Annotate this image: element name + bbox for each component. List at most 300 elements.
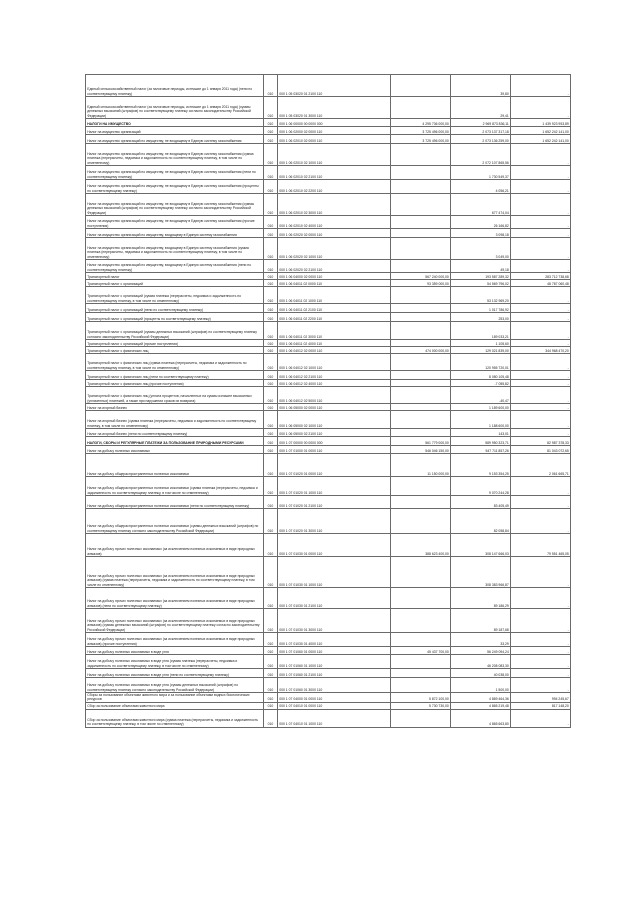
row-name: Налог на игорный бизнес (сумма платежа (перерасчеты, недоимка и задолженность по соответствующему платежу, в том числе по отмененному) (86, 411, 264, 429)
row-executed: 83 405,49 (451, 496, 511, 509)
row-code: 010 (264, 180, 278, 194)
row-unexecuted: - (511, 371, 571, 380)
row-unexecuted: - (511, 194, 571, 216)
row-unexecuted: 283 712 738,68 (511, 273, 571, 280)
row-kbk: 000 1 06 02000 02 0000 110 (278, 127, 391, 135)
row-plan (391, 144, 451, 166)
row-kbk: 000 1 06 05000 02 2100 110 (278, 429, 391, 437)
row-unexecuted: - (511, 669, 571, 678)
row-name: НАЛОГИ НА ИМУЩЕСТВО (86, 119, 264, 127)
row-code: 010 (264, 404, 278, 411)
row-name: Транспортный налог (86, 273, 264, 280)
row-code: 010 (264, 280, 278, 287)
row-name: Сбор за пользование объектами животного мира (86, 702, 264, 709)
row-name: Налог на добычу полезных ископаемых в виде угля (86, 647, 264, 655)
row-kbk: 000 1 06 02010 02 1000 110 (278, 144, 391, 166)
row-plan (391, 260, 451, 273)
row-plan (391, 313, 451, 322)
row-kbk: 000 1 06 04011 02 3000 110 (278, 322, 391, 340)
row-code: 010 (264, 97, 278, 119)
table-row (86, 557, 571, 588)
table-row (86, 216, 571, 229)
row-executed: 2 072 107 865,56 (451, 144, 511, 166)
row-name: Налог на добычу полезных ископаемых в виде угля (пени по соответствующему платежу) (86, 669, 264, 678)
row-code: 010 (264, 702, 278, 709)
row-unexecuted: - (511, 322, 571, 340)
row-plan (391, 404, 451, 411)
row-code: 010 (264, 437, 278, 446)
row-unexecuted: 1 652 242 141,00 (511, 135, 571, 144)
row-executed: 40 038,00 (451, 669, 511, 678)
row-plan (391, 496, 451, 509)
row-name: Налог на имущество организаций по имуществу, не входящему в Единую систему газоснабжения (86, 135, 264, 144)
row-plan (391, 633, 451, 647)
row-kbk: 000 1 06 02010 02 2200 110 (278, 180, 391, 194)
row-unexecuted: 81 043 072,65 (511, 446, 571, 454)
table-row (86, 509, 571, 534)
row-kbk: 000 1 06 04011 02 4000 110 (278, 340, 391, 347)
row-unexecuted: - (511, 509, 571, 534)
row-code: 010 (264, 709, 278, 727)
row-name: Налог на добычу общераспространенных полезных ископаемых (суммы денежных взысканий (штрафов) по соответствующему платежу согласно законодательству Российской Федерации) (86, 509, 264, 534)
row-unexecuted: - (511, 609, 571, 633)
row-unexecuted: 1 439 923 953,89 (511, 119, 571, 127)
row-name: Транспортный налог с организаций (суммы денежных взысканий (штрафов) по соответствующему платежу согласно законодательству Российской Федерации) (86, 322, 264, 340)
row-kbk: 000 1 07 01020 01 1000 110 (278, 477, 391, 496)
row-code: 010 (264, 287, 278, 304)
row-kbk: 000 1 06 02010 02 2100 110 (278, 166, 391, 180)
row-executed: 308 383 966,87 (451, 557, 511, 588)
table-row (86, 693, 571, 703)
row-executed: 677 474,04 (451, 194, 511, 216)
row-kbk: 000 1 07 01060 01 1000 110 (278, 655, 391, 669)
row-unexecuted: 344 968 470,20 (511, 347, 571, 354)
table-row (86, 273, 571, 280)
row-plan (391, 180, 451, 194)
row-plan (391, 216, 451, 229)
row-kbk: 000 1 06 02010 02 4000 110 (278, 216, 391, 229)
table-row (86, 313, 571, 322)
row-plan (391, 354, 451, 371)
row-executed: 56 249 094,24 (451, 647, 511, 655)
row-executed: 33,29 (451, 633, 511, 647)
row-plan (391, 588, 451, 609)
table-row (86, 404, 571, 411)
table-row (86, 371, 571, 380)
row-plan (391, 166, 451, 180)
row-plan (391, 97, 451, 119)
row-kbk: 000 1 07 01030 01 1000 110 (278, 557, 391, 588)
table-row (86, 647, 571, 655)
row-kbk: 000 1 06 02010 02 3000 110 (278, 194, 391, 216)
row-name: Транспортный налог с организаций (прочие поступления) (86, 340, 264, 347)
row-name: Сборы за пользование объектами животного мира и за пользование объектами водных биологических ресурсов (86, 693, 264, 703)
row-unexecuted: 48 787 060,48 (511, 280, 571, 287)
row-name: Налог на имущество организаций по имуществу, входящему в Единую систему газоснабжения (сумма платежа (перерасчеты, недоимка и задолженность по соответствующему платежу, в том числе по отмененному) (86, 238, 264, 260)
table-row (86, 709, 571, 727)
row-name: Налог на добычу прочих полезных ископаемых (за исключением полезных ископаемых в виде природных алмазов) (прочие поступления) (86, 633, 264, 647)
table-row (86, 429, 571, 437)
table-row (86, 135, 571, 144)
row-executed: 89 187,68 (451, 609, 511, 633)
row-executed: 189 033,21 (451, 322, 511, 340)
row-executed: 4 865 219,48 (451, 702, 511, 709)
table-row (86, 340, 571, 347)
row-name: Налог на добычу полезных ископаемых в виде угля (суммы денежных взысканий (штрафов) по соответствующему платежу согласно законодательству Российской Федерации) (86, 678, 264, 693)
row-code: 010 (264, 340, 278, 347)
row-unexecuted: 82 987 378,33 (511, 437, 571, 446)
row-name: Налог на добычу полезных ископаемых (86, 446, 264, 454)
row-name: Налог на игорный бизнес (86, 404, 264, 411)
row-unexecuted: - (511, 216, 571, 229)
row-name: Налог на имущество организаций по имуществу, не входящему в Единую систему газоснабжения (пени по соответствующему платежу) (86, 166, 264, 180)
row-kbk: 000 1 07 01060 01 2100 110 (278, 669, 391, 678)
table-row (86, 166, 571, 180)
row-executed: 1 017 786,92 (451, 304, 511, 313)
row-executed: 589 950 323,71 (451, 437, 511, 446)
row-name: Налог на добычу прочих полезных ископаемых (за исключением полезных ископаемых в виде природных алмазов) (суммы денежных взысканий (штрафов) по соответствующему платежу согласно законодательству Российской Федерации) (86, 609, 264, 633)
row-code: 010 (264, 229, 278, 238)
row-plan (391, 304, 451, 313)
row-unexecuted: - (511, 496, 571, 509)
row-plan (391, 678, 451, 693)
row-code: 010 (264, 119, 278, 127)
row-kbk: 000 1 06 02010 02 0000 110 (278, 135, 391, 144)
row-name: Транспортный налог с организаций (86, 280, 264, 287)
row-plan: 546 046 150,00 (391, 446, 451, 454)
row-code: 010 (264, 411, 278, 429)
table-row (86, 702, 571, 709)
row-unexecuted: - (511, 354, 571, 371)
row-unexecuted: - (511, 477, 571, 496)
row-executed: 547 711 857,26 (451, 446, 511, 454)
row-unexecuted: - (511, 287, 571, 304)
row-kbk: 000 1 06 04011 02 2100 110 (278, 304, 391, 313)
table-row (86, 287, 571, 304)
row-unexecuted: 1 652 242 141,00 (511, 127, 571, 135)
row-code: 010 (264, 313, 278, 322)
row-kbk: 000 1 06 04000 02 0000 110 (278, 273, 391, 280)
table-row (86, 354, 571, 371)
row-unexecuted: - (511, 655, 571, 669)
row-unexecuted: 79 551 465,05 (511, 534, 571, 557)
row-name: Налог на игорный бизнес (пени по соответствующему платежу) (86, 429, 264, 437)
table-row (86, 588, 571, 609)
row-kbk: 000 1 06 02020 02 2100 110 (278, 260, 391, 273)
row-executed: 129 021 839,00 (451, 347, 511, 354)
row-code: 010 (264, 194, 278, 216)
row-code: 010 (264, 534, 278, 557)
table-row (86, 119, 571, 127)
row-executed: 2 073 137 317,18 (451, 127, 511, 135)
row-kbk: 000 1 06 00000 00 0000 000 (278, 119, 391, 127)
row-plan: 11 150 000,00 (391, 454, 451, 477)
row-executed: 1 188 600,00 (451, 411, 511, 429)
table-row (86, 75, 571, 97)
table-row (86, 534, 571, 557)
row-unexecuted: - (511, 97, 571, 119)
row-kbk: 000 1 07 01030 01 2100 110 (278, 588, 391, 609)
row-unexecuted: - (511, 588, 571, 609)
row-executed: 39,80 (451, 75, 511, 97)
row-code: 010 (264, 166, 278, 180)
row-plan (391, 229, 451, 238)
row-executed: -40,47 (451, 387, 511, 404)
row-plan: 474 000 000,00 (391, 347, 451, 354)
row-name: Транспортный налог с физических лиц (уплата процентов, начисленных на суммы излишне взысканных (уплаченных) платежей, а также при нарушении сроков их возврата) (86, 387, 264, 404)
row-code: 010 (264, 387, 278, 404)
row-executed: 2 969 873 836,11 (451, 119, 511, 127)
table-row (86, 144, 571, 166)
row-plan: 5 872 100,00 (391, 693, 451, 703)
row-executed: 53 132 969,20 (451, 287, 511, 304)
row-executed: 9 070 244,28 (451, 477, 511, 496)
row-executed: -7 055,82 (451, 380, 511, 387)
table-row (86, 655, 571, 669)
row-code: 010 (264, 144, 278, 166)
row-unexecuted: - (511, 557, 571, 588)
row-plan: 3 725 496 000,00 (391, 135, 451, 144)
row-plan: 567 240 000,00 (391, 273, 451, 280)
row-executed: 308 147 666,03 (451, 534, 511, 557)
row-code: 010 (264, 238, 278, 260)
table-row (86, 229, 571, 238)
row-unexecuted: - (511, 238, 571, 260)
row-executed: 1 189 600,00 (451, 404, 511, 411)
row-executed: 4 056,21 (451, 180, 511, 194)
row-name: Налог на имущество организаций (86, 127, 264, 135)
row-unexecuted: - (511, 144, 571, 166)
row-plan (391, 322, 451, 340)
row-plan (391, 477, 451, 496)
row-plan: 388 623 400,00 (391, 534, 451, 557)
row-code: 010 (264, 354, 278, 371)
row-plan (391, 287, 451, 304)
row-plan (391, 609, 451, 633)
row-name: Транспортный налог с физических лиц (прочие поступления) (86, 380, 264, 387)
row-name: Налог на имущество организаций по имуществу, не входящему в Единую систему газоснабжения (суммы денежных взысканий (штрафов) по соответствующему платежу согласно законодательству Российской Федерации) (86, 194, 264, 216)
table-row (86, 609, 571, 633)
row-name: Единый сельскохозяйственный налог (за налоговые периоды, истекшие до 1 января 2011 года) (суммы денежных взысканий (штрафов) по соответствующему платежу согласно законодательству Российской Федерации) (86, 97, 264, 119)
row-executed: 120 955 720,01 (451, 354, 511, 371)
row-name: Налог на добычу прочих полезных ископаемых (за исключением полезных ископаемых в виде природных алмазов) (86, 534, 264, 557)
row-executed: 253,00 (451, 313, 511, 322)
row-code: 010 (264, 322, 278, 340)
table-row (86, 304, 571, 313)
table-row (86, 194, 571, 216)
row-executed: 9 153 354,25 (451, 454, 511, 477)
row-unexecuted: - (511, 387, 571, 404)
row-executed: 46 208 083,30 (451, 655, 511, 669)
row-code: 010 (264, 260, 278, 273)
row-unexecuted: - (511, 678, 571, 693)
row-code: 010 (264, 454, 278, 477)
row-executed: 1 730 549,37 (451, 166, 511, 180)
row-plan (391, 75, 451, 97)
row-code: 010 (264, 273, 278, 280)
row-kbk: 000 1 07 01020 01 0000 110 (278, 454, 391, 477)
row-name: Транспортный налог с физических лиц (86, 347, 264, 354)
row-executed: 1 500,00 (451, 678, 511, 693)
row-unexecuted: - (511, 411, 571, 429)
row-name: Налог на имущество организаций по имуществу, не входящему в Единую систему газоснабжения (сумма платежа (перерасчеты, недоимка и задолженность по соответствующему платежу, в том числе по отмененному) (86, 144, 264, 166)
row-unexecuted: - (511, 166, 571, 180)
row-code: 010 (264, 216, 278, 229)
row-plan (391, 655, 451, 669)
row-kbk: 000 1 06 04012 02 2100 110 (278, 371, 391, 380)
row-code: 010 (264, 647, 278, 655)
table-row (86, 496, 571, 509)
row-kbk: 000 1 07 04010 01 0000 110 (278, 702, 391, 709)
row-plan (391, 194, 451, 216)
row-name: Налог на имущество организаций по имуществу, не входящему в Единую систему газоснабжения (проценты по соответствующему платежу) (86, 180, 264, 194)
row-code: 010 (264, 371, 278, 380)
row-plan (391, 429, 451, 437)
row-unexecuted: - (511, 340, 571, 347)
table-row (86, 633, 571, 647)
row-kbk: 000 1 06 04012 02 0000 110 (278, 347, 391, 354)
row-code: 010 (264, 678, 278, 693)
row-code: 010 (264, 75, 278, 97)
table-row (86, 238, 571, 260)
table-row (86, 454, 571, 477)
row-code: 010 (264, 557, 278, 588)
row-executed: 49,18 (451, 260, 511, 273)
row-plan (391, 380, 451, 387)
row-name: Налог на добычу прочих полезных ископаемых (за исключением полезных ископаемых в виде природных алмазов) (сумма платежа (перерасчеты, недоимка и задолженность по соответствующему платежу, в том числе по отмененному) (86, 557, 264, 588)
table-row (86, 322, 571, 340)
row-kbk: 000 1 05 03020 01 2100 110 (278, 75, 391, 97)
row-plan (391, 411, 451, 429)
row-name: Транспортный налог с организаций (проценты по соответствующему платежу) (86, 313, 264, 322)
row-kbk: 000 1 06 04011 02 1000 110 (278, 287, 391, 304)
row-unexecuted: - (511, 229, 571, 238)
row-code: 010 (264, 135, 278, 144)
row-code: 010 (264, 496, 278, 509)
row-plan: 93 359 000,00 (391, 280, 451, 287)
row-name: Транспортный налог с организаций (сумма платежа (перерасчеты, недоимка и задолженность по соответствующему платежу, в том числе по отмененному) (86, 287, 264, 304)
row-executed: 3 049,00 (451, 238, 511, 260)
table-row (86, 678, 571, 693)
row-code: 010 (264, 477, 278, 496)
row-name: НАЛОГИ, СБОРЫ И РЕГУЛЯРНЫЕ ПЛАТЕЖИ ЗА ПОЛЬЗОВАНИЕ ПРИРОДНЫМИ РЕСУРСАМИ (86, 437, 264, 446)
table-row (86, 411, 571, 429)
table-row (86, 380, 571, 387)
row-unexecuted: - (511, 429, 571, 437)
row-plan: 3 725 496 000,00 (391, 127, 451, 135)
row-name: Транспортный налог с физических лиц (пени по соответствующему платежу) (86, 371, 264, 380)
row-unexecuted: - (511, 633, 571, 647)
row-executed: 54 569 796,02 (451, 280, 511, 287)
row-unexecuted: - (511, 260, 571, 273)
table-row (86, 180, 571, 194)
row-plan: 4 295 736 000,00 (391, 119, 451, 127)
row-kbk: 000 1 06 05000 02 0000 110 (278, 404, 391, 411)
row-kbk: 000 1 07 01060 01 3000 110 (278, 678, 391, 693)
table-row (86, 437, 571, 446)
row-kbk: 000 1 07 00000 00 0000 000 (278, 437, 391, 446)
row-executed: 8 080 105,48 (451, 371, 511, 380)
row-unexecuted: - (511, 180, 571, 194)
row-kbk: 000 1 07 01030 01 0000 110 (278, 534, 391, 557)
row-code: 010 (264, 127, 278, 135)
row-code: 010 (264, 380, 278, 387)
row-executed: 1 105,60 (451, 340, 511, 347)
row-plan (391, 371, 451, 380)
table-row (86, 280, 571, 287)
row-unexecuted: 817 148,20 (511, 702, 571, 709)
row-kbk: 000 1 06 04012 02 5000 110 (278, 387, 391, 404)
row-code: 010 (264, 633, 278, 647)
row-plan (391, 387, 451, 404)
row-code: 010 (264, 429, 278, 437)
row-kbk: 000 1 07 04000 01 0000 110 (278, 693, 391, 703)
row-kbk: 000 1 06 04012 02 1000 110 (278, 354, 391, 371)
row-executed: 4 865 663,80 (451, 709, 511, 727)
row-code: 010 (264, 509, 278, 534)
row-name: Сбор за пользование объектами животного мира (сумма платежа (перерасчеты, недоимка и задолженность по соответствующему платежу, в том числе по отмененному) (86, 709, 264, 727)
row-executed: 89 186,29 (451, 588, 511, 609)
row-unexecuted: - (511, 304, 571, 313)
row-kbk: 000 1 07 01060 01 0000 110 (278, 647, 391, 655)
row-plan (391, 340, 451, 347)
row-name: Транспортный налог с организаций (пени по соответствующему платежу) (86, 304, 264, 313)
row-executed: 29,41 (451, 97, 511, 119)
row-plan: 5 730 730,00 (391, 702, 451, 709)
row-unexecuted: 2 061 665,71 (511, 454, 571, 477)
row-unexecuted: - (511, 404, 571, 411)
row-executed: 82 058,84 (451, 509, 511, 534)
row-executed: 193 587 289,32 (451, 273, 511, 280)
row-name: Налог на имущество организаций по имуществу, входящему в Единую систему газоснабжения (пени по соответствующему платежу) (86, 260, 264, 273)
table-row (86, 669, 571, 678)
table-row (86, 446, 571, 454)
row-code: 010 (264, 304, 278, 313)
table-row (86, 127, 571, 135)
row-code: 010 (264, 347, 278, 354)
row-kbk: 000 1 06 04011 02 0000 110 (278, 280, 391, 287)
row-unexecuted: - (511, 709, 571, 727)
row-kbk: 000 1 06 02020 02 1000 110 (278, 238, 391, 260)
row-kbk: 000 1 06 02020 02 0000 110 (278, 229, 391, 238)
row-code: 010 (264, 588, 278, 609)
row-kbk: 000 1 06 05000 02 1000 110 (278, 411, 391, 429)
row-plan (391, 709, 451, 727)
row-code: 010 (264, 446, 278, 454)
table-row (86, 260, 571, 273)
row-plan: 561 779 000,00 (391, 437, 451, 446)
row-name: Налог на добычу общераспространенных полезных ископаемых (пени по соответствующему платежу) (86, 496, 264, 509)
row-unexecuted: - (511, 647, 571, 655)
row-executed: 26 166,82 (451, 216, 511, 229)
row-name: Транспортный налог с физических лиц (сумма платежа (перерасчеты, недоимка и задолженность по соответствующему платежу, в том числе по отмененному) (86, 354, 264, 371)
row-plan (391, 669, 451, 678)
row-executed: 2 073 136 259,00 (451, 135, 511, 144)
table-row (86, 387, 571, 404)
revenue-table (85, 74, 570, 728)
table-row (86, 347, 571, 354)
row-kbk: 000 1 07 01030 01 4000 110 (278, 633, 391, 647)
row-executed: 4 869 464,36 (451, 693, 511, 703)
row-kbk: 000 1 07 01020 01 3000 110 (278, 509, 391, 534)
row-kbk: 000 1 07 01000 01 0000 110 (278, 446, 391, 454)
row-kbk: 000 1 07 04010 01 1000 110 (278, 709, 391, 727)
table-row (86, 477, 571, 496)
row-code: 010 (264, 669, 278, 678)
row-kbk: 000 1 07 01030 01 3000 110 (278, 609, 391, 633)
row-executed: 3 098,18 (451, 229, 511, 238)
row-plan (391, 509, 451, 534)
